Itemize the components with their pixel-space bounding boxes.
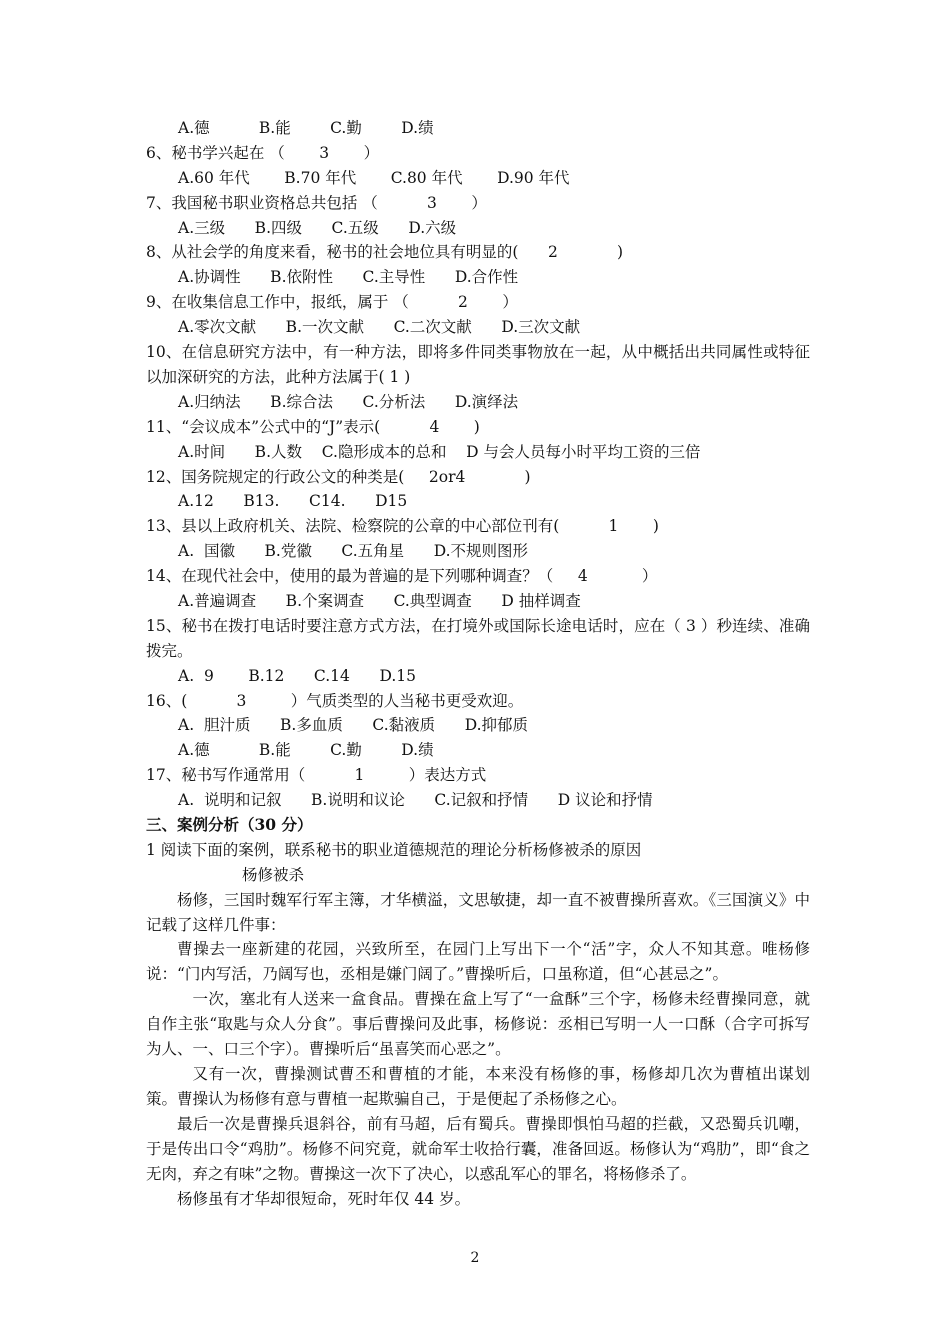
answer-options: A.三级 B.四级 C.五级 D.六级 [178, 218, 457, 237]
answer-options: A.零次文献 B.一次文献 C.二次文献 D.三次文献 [178, 318, 581, 337]
answer-options: A. 说明和记叙 B.说明和议论 C.记叙和抒情 D 议论和抒情 [178, 791, 653, 810]
answer-options: A. 9 B.12 C.14 D.15 [178, 666, 416, 685]
section-title: 三、案例分析（30 分） [146, 815, 313, 834]
case-prompt: 1 阅读下面的案例，联系秘书的职业道德规范的理论分析杨修被杀的原因 [146, 840, 642, 859]
answer-options: A.普遍调查 B.个案调查 C.典型调查 D 抽样调查 [178, 591, 581, 610]
question-15: 15、秘书在拨打电话时要注意方式方法，在打境外或国际长途电话时，应在（ 3 ）秒连续、准确拨完。 [146, 616, 810, 660]
question-line: 13、县以上政府机关、法院、检察院的公章的中心部位刊有( 1 ) [146, 517, 659, 536]
answer-options: A.时间 B.人数 C.隐形成本的总和 D 与会人员每小时平均工资的三倍 [178, 442, 701, 461]
answer-options: A.12 B13. C14. D15 [178, 492, 408, 511]
question-line: 8、从社会学的角度来看，秘书的社会地位具有明显的( 2 ) [146, 243, 624, 262]
question-10: 10、在信息研究方法中，有一种方法，即将多件同类事物放在一起，从中概括出共同属性或特征以加深研究的方法，此种方法属于( 1 ) [146, 343, 810, 386]
answer-options: A.德 B.能 C.勤 D.绩 [178, 741, 434, 760]
question-line: 16、( 3 ）气质类型的人当秘书更受欢迎。 [146, 691, 524, 710]
question-line: 12、国务院规定的行政公文的种类是( 2or4 ) [146, 467, 531, 486]
question-line: 14、在现代社会中，使用的最为普遍的是下列哪种调查？（ 4 ） [146, 567, 658, 586]
case-paragraph: 一次，塞北有人送来一盒食品。曹操在盒上写了“一盒酥”三个字，杨修未经曹操同意，就自作主张“取匙与众人分食”。事后曹操问及此事，杨修说：丞相已写明一人一口酥（合字可拆写为人、一、口三个字）。曹操听后“虽喜笑而心恶之”。 [146, 990, 810, 1059]
case-paragraph: 杨修虽有才华却很短命，死时年仅 44 岁。 [177, 1189, 471, 1208]
case-paragraph: 又有一次，曹操测试曹丕和曹植的才能，本来没有杨修的事，杨修却几次为曹植出谋划策。曹操认为杨修有意与曹植一起欺骗自己，于是便起了杀杨修之心。 [146, 1065, 810, 1108]
answer-options: A.协调性 B.依附性 C.主导性 D.合作性 [178, 268, 519, 287]
answer-options: A.60 年代 B.70 年代 C.80 年代 D.90 年代 [178, 168, 570, 187]
answer-options: A. 胆汁质 B.多血质 C.黏液质 D.抑郁质 [178, 716, 529, 735]
question-line: 11、“会议成本”公式中的“J”表示( 4 ) [146, 417, 480, 436]
answer-options: A. 国徽 B.党徽 C.五角星 D.不规则图形 [178, 542, 529, 561]
question-block-1 [146, 116, 810, 340]
case-paragraph: 曹操去一座新建的花园，兴致所至，在园门上写出下一个“活”字，众人不知其意。唯杨修说：“门内写活，乃阔写也，丞相是嫌门阔了。”曹操听后，口虽称道，但“心甚忌之”。 [146, 940, 810, 984]
question-line: 7、我国秘书职业资格总共包括 （ 3 ） [146, 193, 487, 212]
case-paragraph: 最后一次是曹操兵退斜谷，前有马超，后有蜀兵。曹操即惧怕马超的拦截，又恐蜀兵讥嘲，于是传出口令“鸡肋”。杨修不问究竟，就命军士收拾行囊，准备回返。杨修认为“鸡肋”，即“食之无肉，弃之有味”之物。曹操这一次下了决心，以惑乱军心的罪名，将杨修杀了。 [146, 1114, 810, 1183]
question-line: 6、秘书学兴起在 （ 3 ） [146, 143, 380, 162]
answer-options: A.德 B.能 C.勤 D.绩 [178, 119, 434, 137]
question-line: 17、秘书写作通常用（ 1 ）表达方式 [146, 766, 487, 785]
question-line: 9、在收集信息工作中，报纸，属于 （ 2 ） [146, 293, 518, 312]
case-title: 杨修被杀 [242, 865, 305, 884]
case-paragraph: 杨修，三国时魏军行军主簿，才华横溢，文思敏捷，却一直不被曹操所喜欢。《三国演义》中记载了这样几件事： [146, 890, 810, 934]
page-content [146, 116, 810, 1211]
answer-options: A.归纳法 B.综合法 C.分析法 D.演绎法 [178, 392, 519, 411]
page-number: 2 [470, 1250, 480, 1266]
question-block-3 [146, 664, 810, 813]
question-block-2 [146, 390, 810, 614]
